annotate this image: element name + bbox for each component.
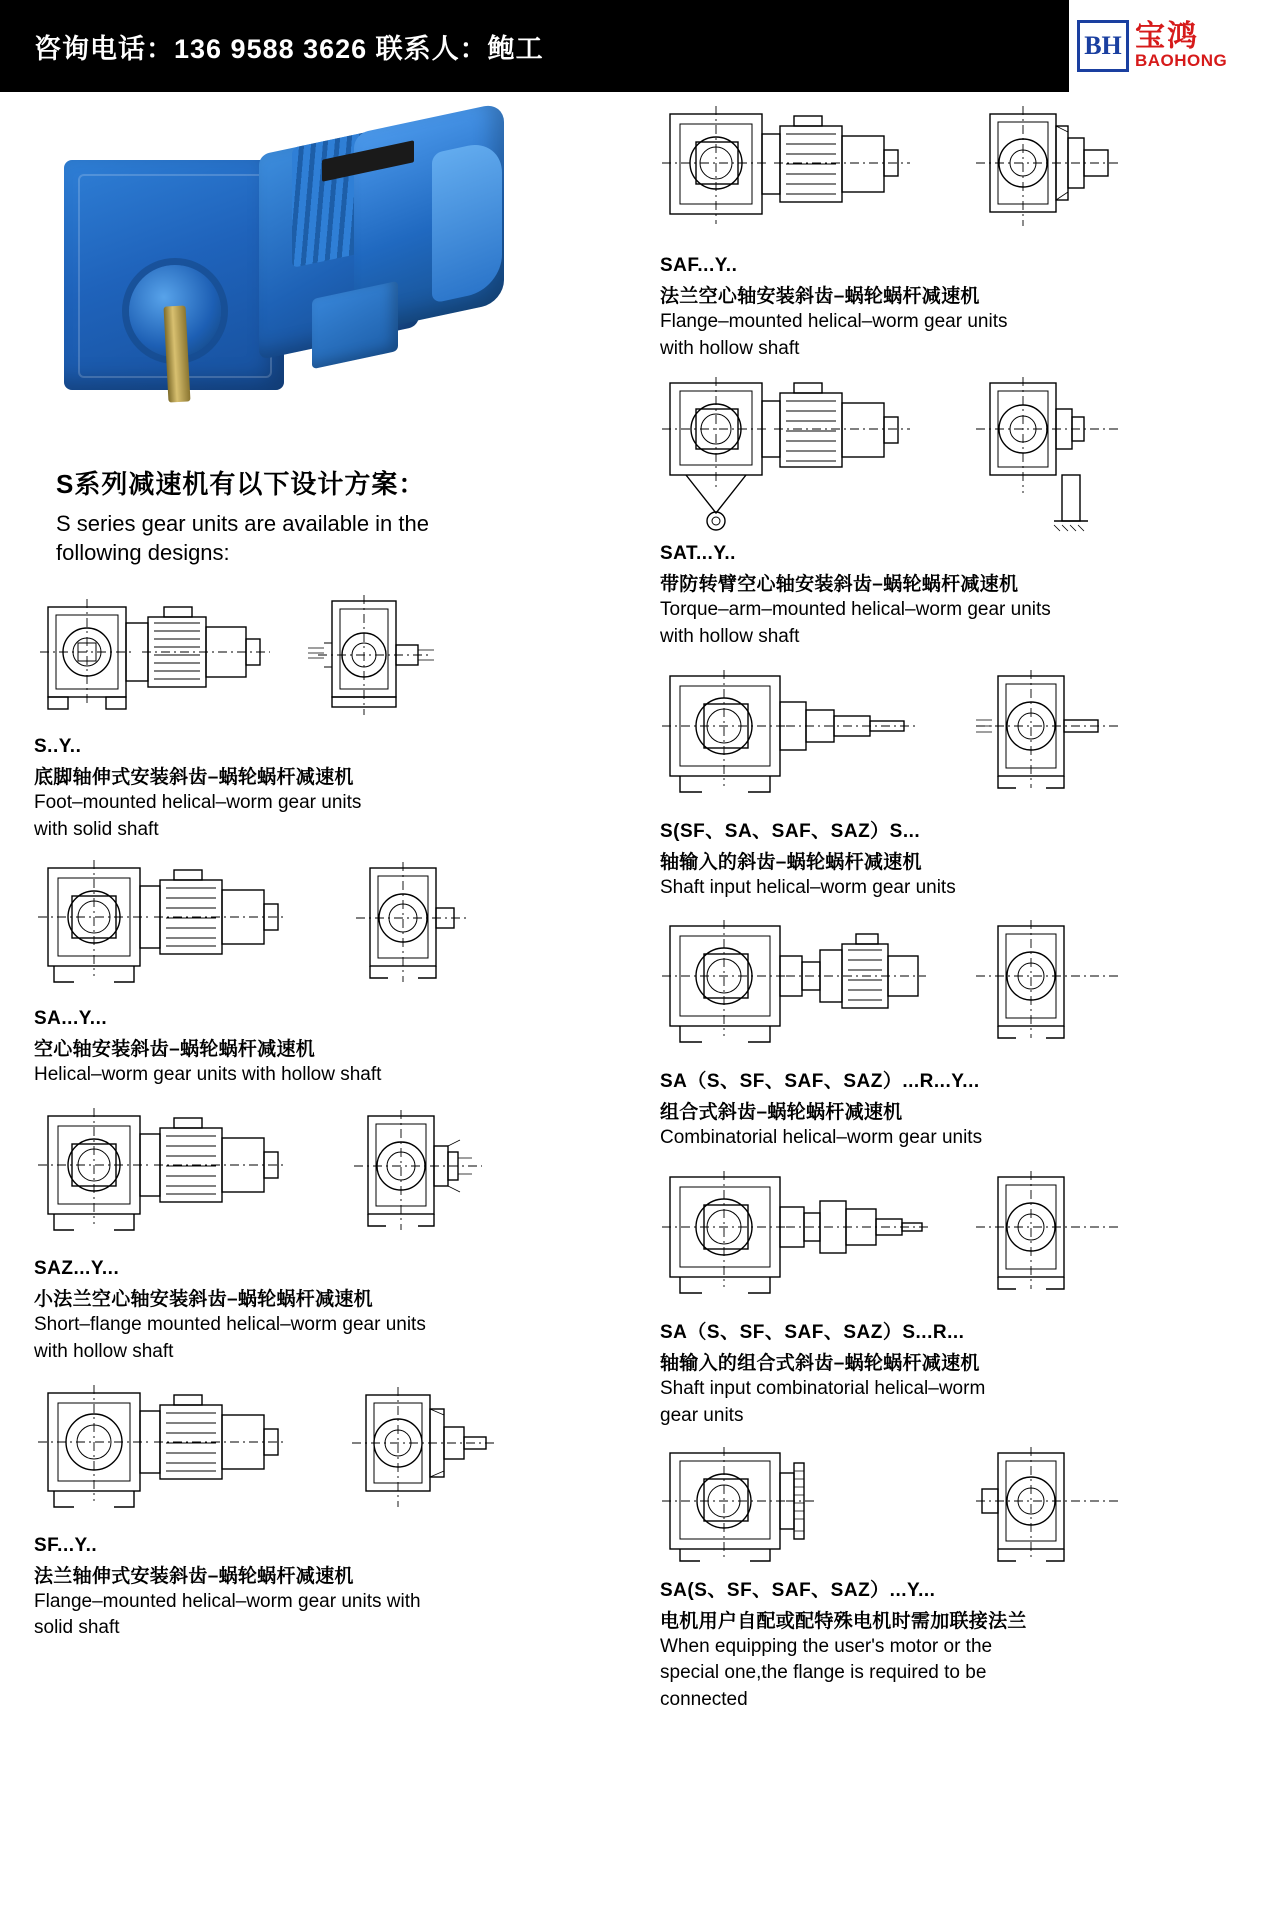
drawing-group (660, 1167, 1250, 1307)
design-item-saz (34, 1106, 634, 1364)
design-item-combinatorial (660, 916, 1250, 1151)
item-code: SA（S、SF、SAF、SAZ）S...R... (660, 1322, 965, 1344)
item-caption-english-3: connected (660, 1688, 748, 1710)
item-caption-chinese: 轴输入的斜齿–蜗轮蜗杆减速机 (660, 851, 922, 873)
headline-english-line-1: S series gear units are available in the (56, 511, 429, 536)
logo-chinese-name: 宝鸿 (1135, 19, 1199, 53)
item-caption-english-2: with hollow shaft (34, 1340, 174, 1362)
motor-flange-front-view-drawing (974, 1445, 1124, 1565)
contact-phone-text: 咨询电话：136 9588 3626 联系人：鲍工 (34, 33, 544, 64)
drawing-group (660, 375, 1250, 535)
item-caption-chinese: 电机用户自配或配特殊电机时需加联接法兰 (660, 1610, 1027, 1632)
logo-wordmark (1135, 21, 1227, 71)
item-caption-chinese: 法兰空心轴安装斜齿–蜗轮蜗杆减速机 (660, 286, 980, 307)
item-code: S(SF、SA、SAF、SAZ）S... (660, 820, 921, 842)
motor-fan-cover (432, 139, 502, 304)
short-flange-side-view-drawing (34, 1106, 334, 1246)
item-caption-english-2: solid shaft (34, 1617, 120, 1639)
item-code: SA(S、SF、SAF、SAZ）...Y... (660, 1579, 936, 1601)
item-caption-english-1: Helical–worm gear units with hollow shaft (34, 1064, 382, 1086)
item-caption-chinese: 小法兰空心轴安装斜齿–蜗轮蜗杆减速机 (34, 1289, 373, 1311)
item-caption-chinese: 轴输入的组合式斜齿–蜗轮蜗杆减速机 (660, 1353, 980, 1375)
design-item-sa (34, 858, 634, 1088)
drawing-group (660, 100, 1250, 245)
item-caption-english-1: Shaft input combinatorial helical–worm (660, 1378, 986, 1400)
headline-english-line-2: following designs: (56, 540, 230, 566)
left-column (34, 102, 634, 1647)
design-item-shaft-input-combinatorial (660, 1167, 1250, 1428)
headline-chinese: S系列减速机有以下设计方案： (56, 469, 426, 499)
hollow-shaft-side-view-drawing (34, 858, 334, 996)
drawing-group (34, 593, 634, 728)
flange-mounted-side-view-drawing (34, 1383, 334, 1523)
item-caption-english-1: Flange–mounted helical–worm gear units (660, 311, 1008, 332)
item-caption-english-2: with solid shaft (34, 818, 159, 840)
item-caption-chinese: 带防转臂空心轴安装斜齿–蜗轮蜗杆减速机 (660, 574, 1019, 596)
flange-hollow-side-view-drawing (660, 100, 960, 245)
design-item-saf (660, 100, 1250, 361)
foot-mounted-front-view-drawing (308, 593, 438, 728)
flange-mounted-front-view-drawing (348, 1383, 498, 1523)
logo-english-name: BAOHONG (1135, 51, 1228, 71)
design-item-motor-flange (660, 1445, 1250, 1713)
drawing-group (660, 1445, 1250, 1565)
item-code: SAZ...Y... (34, 1258, 120, 1280)
combinatorial-side-view-drawing (660, 916, 960, 1056)
item-caption-english-2: special one,the flange is required to be (660, 1662, 987, 1684)
combinatorial-front-view-drawing (974, 916, 1124, 1056)
item-caption-english-2: gear units (660, 1404, 744, 1426)
design-item-sf (34, 1383, 634, 1641)
right-column (660, 100, 1250, 1719)
item-caption-english-1: Flange–mounted helical–worm gear units with (34, 1590, 421, 1612)
flange-hollow-front-view-drawing (974, 100, 1124, 245)
shaft-input-front-view-drawing (974, 666, 1124, 806)
item-code: SF...Y.. (34, 1534, 98, 1556)
item-code: SA（S、SF、SAF、SAZ）...R...Y... (660, 1071, 980, 1093)
item-caption-english-1: Torque–arm–mounted helical–worm gear units (660, 599, 1051, 621)
drawing-group (660, 916, 1250, 1056)
design-item-sat (660, 375, 1250, 649)
section-headline (56, 464, 634, 567)
item-caption-chinese: 底脚轴伸式安装斜齿–蜗轮蜗杆减速机 (34, 767, 354, 789)
shaft-input-combinatorial-side-view-drawing (660, 1167, 960, 1307)
design-item-s (34, 593, 634, 842)
item-caption-chinese: 空心轴安装斜齿–蜗轮蜗杆减速机 (34, 1039, 316, 1061)
motor-flange-side-view-drawing (660, 1445, 960, 1565)
drawing-group (34, 1383, 634, 1523)
item-code: SA...Y... (34, 1008, 108, 1030)
torque-arm-front-view-drawing (974, 375, 1124, 535)
item-code: SAF...Y.. (660, 255, 738, 276)
short-flange-front-view-drawing (348, 1106, 488, 1246)
item-caption-english-1: Combinatorial helical–worm gear units (660, 1127, 983, 1149)
item-caption-english-1: Foot–mounted helical–worm gear units (34, 792, 362, 814)
brand-logo (1069, 0, 1279, 92)
item-caption-english-1: When equipping the user's motor or the (660, 1635, 993, 1657)
item-caption-english-1: Short–flange mounted helical–worm gear units (34, 1314, 426, 1336)
item-caption-english-2: with hollow shaft (660, 337, 800, 359)
drawing-group (34, 1106, 634, 1246)
hollow-shaft-front-view-drawing (348, 858, 478, 996)
shaft-input-side-view-drawing (660, 666, 960, 806)
page-header (0, 0, 1279, 92)
shaft-input-combinatorial-front-view-drawing (974, 1167, 1124, 1307)
torque-arm-side-view-drawing (660, 375, 960, 535)
item-caption-english-2: with hollow shaft (660, 626, 800, 648)
foot-mounted-side-view-drawing (34, 593, 294, 728)
item-code: SAT...Y.. (660, 543, 736, 565)
item-caption-chinese: 法兰轴伸式安装斜齿–蜗轮蜗杆减速机 (34, 1565, 354, 1587)
drawing-group (34, 858, 634, 996)
drawing-group (660, 666, 1250, 806)
logo-monogram-icon: BH (1077, 20, 1129, 72)
item-code: S..Y.. (34, 736, 82, 758)
item-caption-chinese: 组合式斜齿–蜗轮蜗杆减速机 (660, 1102, 903, 1124)
item-caption-english-1: Shaft input helical–worm gear units (660, 876, 956, 898)
product-photo (54, 110, 534, 440)
page-body (0, 92, 1279, 1920)
design-item-shaft-input (660, 666, 1250, 901)
